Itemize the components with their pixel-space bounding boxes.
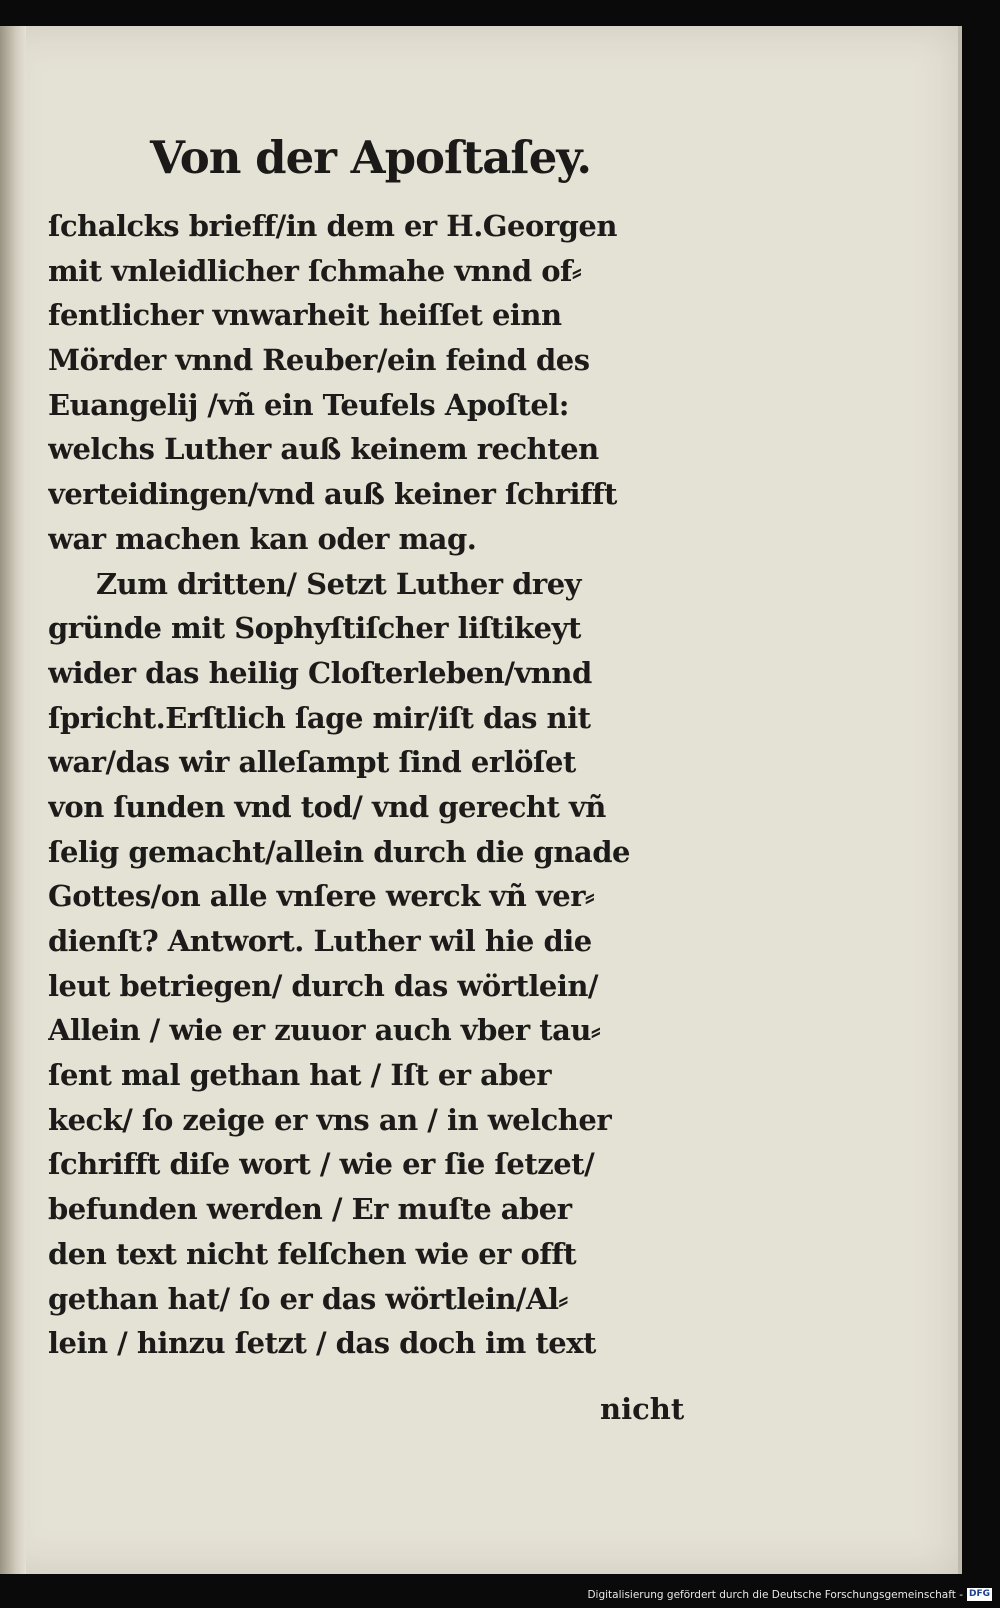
book-page bbox=[0, 26, 962, 1574]
text-line: den text nicht felſchen wie er offt bbox=[48, 1236, 577, 1271]
text-line: ſent mal gethan hat / Iſt er aber bbox=[48, 1058, 551, 1093]
text-line: welchs Luther auß keinem rechten bbox=[48, 432, 599, 467]
running-head: Von der Apoſtaſey. bbox=[150, 131, 591, 184]
text-line: lein / hinzu ſetzt / das doch im text bbox=[48, 1326, 596, 1361]
text-line: keck/ ſo zeige er vns an / in welcher bbox=[48, 1102, 612, 1137]
digitization-footer bbox=[587, 1588, 992, 1601]
text-line: von ſunden vnd tod/ vnd gerecht vñ bbox=[48, 789, 606, 824]
text-line: ſchrifft diſe wort / wie er ſie ſetzet/ bbox=[48, 1147, 595, 1182]
text-line: gründe mit Sophyſtiſcher liſtikeyt bbox=[48, 611, 581, 646]
text-line: dienſt? Antwort. Luther wil hie die bbox=[48, 924, 592, 958]
text-line: Zum dritten/ Setzt Luther drey bbox=[96, 566, 582, 601]
text-line: ſelig gemacht/allein durch die gnade bbox=[48, 834, 630, 869]
text-line: verteidingen/vnd auß keiner ſchrifft bbox=[48, 477, 617, 512]
footer-credit: Digitalisierung gefördert durch die Deutsche Forschungsgemeinschaft - bbox=[587, 1588, 963, 1601]
text-line: Euangelij /vñ ein Teufels Apoſtel: bbox=[48, 387, 570, 422]
text-line: fentlicher vnwarheit heiſſet einn bbox=[48, 298, 562, 333]
text-line: war machen kan oder mag. bbox=[48, 521, 477, 556]
text-line: Gottes/on alle vnſere werck vñ ver⸗ bbox=[48, 879, 595, 914]
text-line: gethan hat/ ſo er das wörtlein/Al⸗ bbox=[48, 1281, 568, 1316]
text-line: leut betriegen/ durch das wörtlein/ bbox=[48, 968, 599, 1003]
text-block bbox=[48, 204, 728, 1366]
dfg-logo: DFG bbox=[968, 1589, 990, 1599]
text-line: war/das wir alleſampt ſind erlöſet bbox=[48, 745, 576, 780]
text-line: befunden werden / Er muſte aber bbox=[48, 1192, 572, 1227]
text-line: wider das heilig Cloſterleben/vnnd bbox=[48, 655, 592, 690]
page-gutter bbox=[0, 26, 26, 1574]
text-line: ſpricht.Erſtlich ſage mir/iſt das nit bbox=[48, 700, 591, 735]
text-line: Mörder vnnd Reuber/ein feind des bbox=[48, 343, 590, 378]
catchword: nicht bbox=[600, 1392, 685, 1426]
text-line: Allein / wie er zuuor auch vber tau⸗ bbox=[48, 1013, 601, 1048]
text-line: mit vnleidlicher ſchmahe vnnd of⸗ bbox=[48, 253, 582, 288]
text-line: ſchalcks brieff/in dem er H.Georgen bbox=[48, 209, 617, 243]
